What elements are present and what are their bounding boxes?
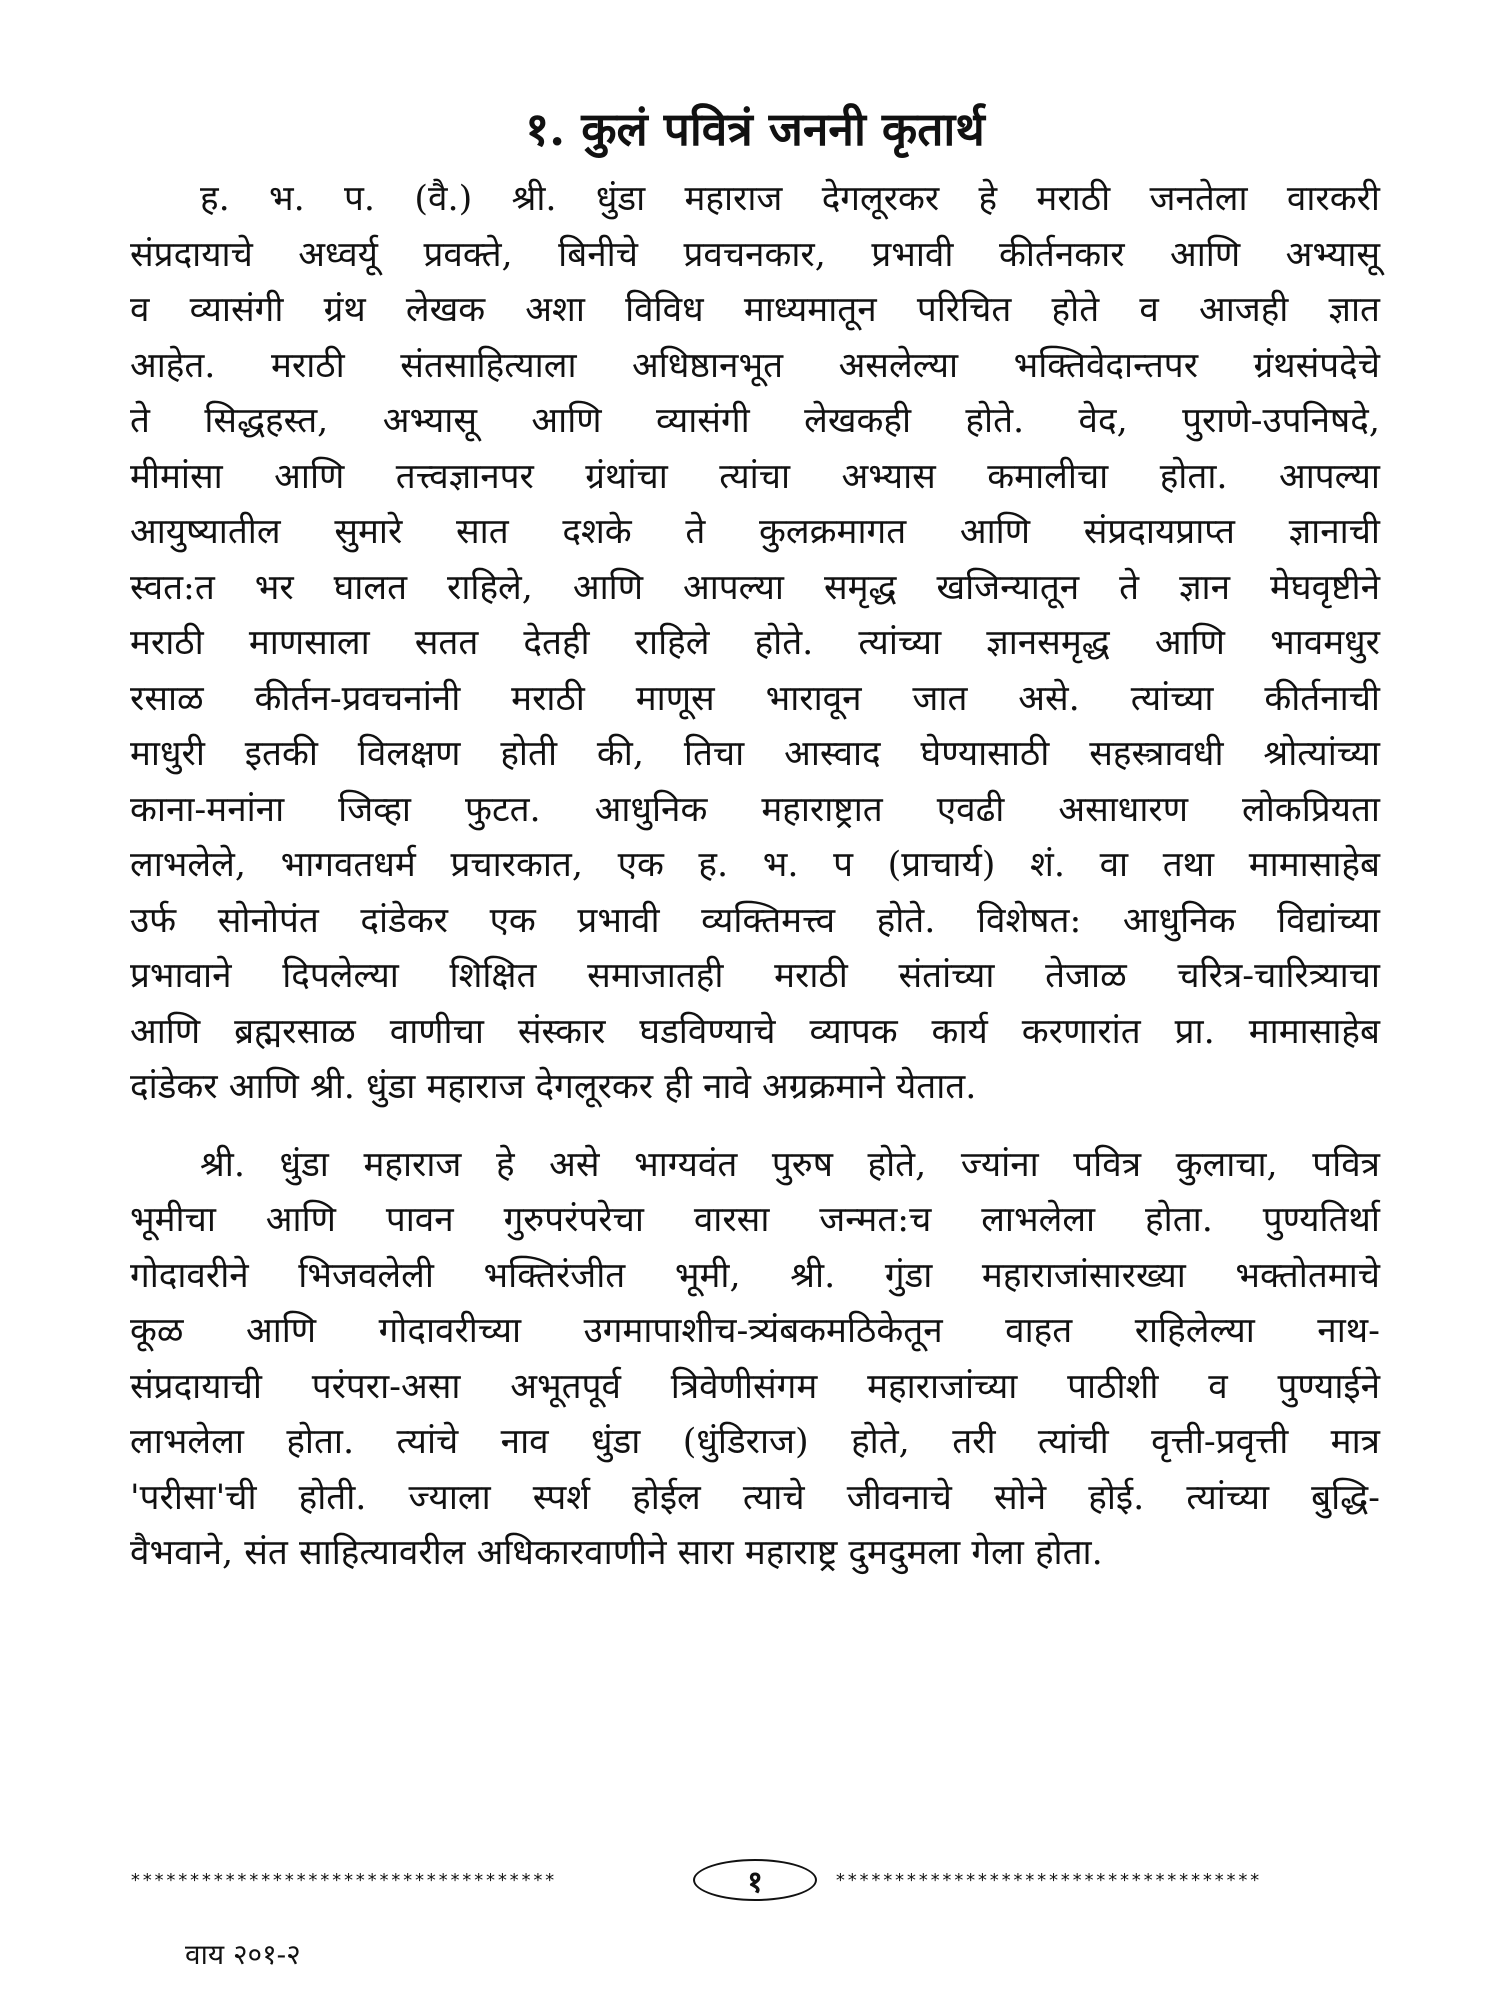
paragraph2-line: संप्रदायाची परंपरा-असा अभूतपूर्व त्रिवेणीसंगम महाराजांच्या पाठीशी व पुण्याईने xyxy=(130,1366,1380,1407)
paragraph2-line: 'परीसा'ची होती. ज्याला स्पर्श होईल त्याचे जीवनाचे सोने होई. त्यांच्या बुद्धि- xyxy=(130,1477,1380,1518)
paragraph1-line: माधुरी इतकी विलक्षण होती की, तिचा आस्वाद घेण्यासाठी सहस्त्रावधी श्रोत्यांच्या xyxy=(130,734,1380,774)
paragraph-2 xyxy=(130,1138,1380,1582)
paragraph1-line: आयुष्यातील सुमारे सात दशके ते कुलक्रमागत आणि संप्रदायप्राप्त ज्ञानाची xyxy=(130,512,1380,552)
paragraph2-line: कूळ आणि गोदावरीच्या उगमापाशीच-त्र्यंबकमठिकेतून वाहत राहिलेल्या नाथ- xyxy=(130,1311,1380,1351)
paragraph2-line: गोदावरीने भिजवलेली भक्तिरंजीत भूमी, श्री. गुंडा महाराजांसारख्या भक्तोतमाचे xyxy=(130,1255,1380,1296)
paragraph1-line: काना-मनांना जिव्हा फुटत. आधुनिक महाराष्ट्रात एवढी असाधारण लोकप्रियता xyxy=(130,789,1380,830)
paragraph1-line: आणि ब्रह्मरसाळ वाणीचा संस्कार घडविण्याचे व्यापक कार्य करणारांत प्रा. मामासाहेब xyxy=(130,1011,1380,1052)
paragraph1-line: प्रभावाने दिपलेल्या शिक्षित समाजातही मराठी संतांच्या तेजाळ चरित्र-चारित्र्याचा xyxy=(130,956,1380,996)
footer-stars-left: ************************************ xyxy=(130,1869,557,1891)
paragraph1-line: लाभलेले, भागवतधर्म प्रचारकात, एक ह. भ. प (प्राचार्य) शं. वा तथा मामासाहेब xyxy=(130,845,1380,885)
paragraph1-line: ते सिद्धहस्त, अभ्यासू आणि व्यासंगी लेखकही होते. वेद, पुराणे-उपनिषदे, xyxy=(130,401,1380,441)
document-code: वाय २०१-२ xyxy=(185,1938,301,1971)
paragraph1-line: व व्यासंगी ग्रंथ लेखक अशा विविध माध्यमातून परिचित होते व आजही ज्ञात xyxy=(130,290,1380,330)
paragraph2-line: श्री. धुंडा महाराज हे असे भाग्यवंत पुरुष होते, ज्यांना पवित्र कुलाचा, पवित्र xyxy=(200,1144,1380,1185)
page-number: १ xyxy=(693,1859,817,1901)
paragraph2-line: वैभवाने, संत साहित्यावरील अधिकारवाणीने सारा महाराष्ट्र दुमदुमला गेला होता. xyxy=(130,1533,1103,1573)
paragraph-1 xyxy=(130,172,1380,1116)
paragraph1-line: संप्रदायाचे अध्वर्यू प्रवक्ते, बिनीचे प्रवचनकार, प्रभावी कीर्तनकार आणि अभ्यासू xyxy=(130,234,1380,275)
paragraph1-line: दांडेकर आणि श्री. धुंडा महाराज देगलूरकर ही नावे अग्रक्रमाने येतात. xyxy=(130,1067,977,1107)
paragraph1-line: मीमांसा आणि तत्त्वज्ञानपर ग्रंथांचा त्यांचा अभ्यास कमालीचा होता. आपल्या xyxy=(130,456,1380,497)
paragraph1-line: रसाळ कीर्तन-प्रवचनांनी मराठी माणूस भारावून जात असे. त्यांच्या कीर्तनाची xyxy=(130,678,1380,719)
paragraph2-line: भूमीचा आणि पावन गुरुपरंपरेचा वारसा जन्मत:च लाभलेला होता. पुण्यतिर्था xyxy=(130,1200,1380,1240)
paragraph1-line: ह. भ. प. (वै.) श्री. धुंडा महाराज देगलूरकर हे मराठी जनतेला वारकरी xyxy=(200,179,1380,219)
paragraph2-line: लाभलेला होता. त्यांचे नाव धुंडा (धुंडिराज) होते, तरी त्यांची वृत्ती-प्रवृत्ती मात्र xyxy=(130,1422,1380,1462)
page-content xyxy=(130,95,1380,1582)
footer-stars-right: ************************************ xyxy=(835,1869,1262,1891)
chapter-title: १. कुलं पवित्रं जननी कृतार्थ xyxy=(525,102,985,156)
paragraph1-line: आहेत. मराठी संतसाहित्याला अधिष्ठानभूत असलेल्या भक्तिवेदान्तपर ग्रंथसंपदेचे xyxy=(130,345,1380,386)
paragraph1-line: स्वत:त भर घालत राहिले, आणि आपल्या समृद्ध खजिन्यातून ते ज्ञान मेघवृष्टीने xyxy=(130,567,1380,608)
paragraph1-line: उर्फ सोनोपंत दांडेकर एक प्रभावी व्यक्तिमत्त्व होते. विशेषत: आधुनिक विद्यांच्या xyxy=(130,900,1380,941)
footer-rule xyxy=(130,1860,1380,1900)
paragraph1-line: मराठी माणसाला सतत देतही राहिले होते. त्यांच्या ज्ञानसमृद्ध आणि भावमधुर xyxy=(130,623,1380,663)
